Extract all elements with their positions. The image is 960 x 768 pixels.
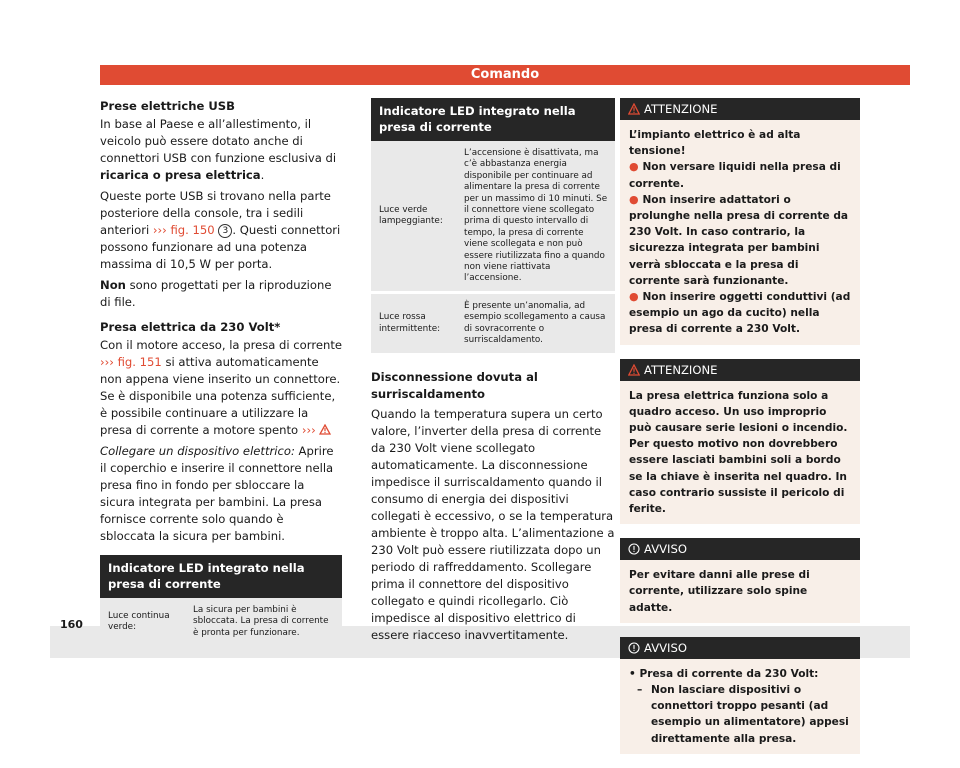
notice-body: Per evitare danni alle prese di corrente, utilizzare solo spine adatte. [629, 569, 810, 614]
warning-header [620, 98, 860, 120]
led-table-header: Indicatore LED integrato nella presa di corrente [371, 98, 615, 141]
list-item-text: Presa di corrente da 230 Volt: [639, 667, 819, 680]
sub-list-item [629, 682, 851, 747]
bold-text: Non [100, 278, 126, 292]
warning-triangle-icon [628, 364, 640, 376]
table-row [371, 141, 615, 292]
bold-text: ricarica o presa elettrica [100, 168, 261, 182]
section-header: Comando [100, 65, 910, 85]
warning-title: ATTENZIONE [644, 102, 718, 116]
bullet-icon: ● [629, 160, 643, 174]
notice-title: AVVISO [644, 640, 687, 655]
table-cell-label: Luce verde lampeggiante: [371, 141, 456, 292]
usb-paragraph-2 [100, 188, 342, 273]
list-item [629, 666, 851, 682]
italic-text: Collegare un dispositivo elettrico: [100, 444, 295, 458]
warning-body: La presa elettrica funziona solo a quadro acceso. Un uso improprio può causare serie lesioni o incendio. Per questo motivo non dovrebbero essere lasciati bambini soli a bordo se la chiave è inserita nel quadro. In caso contrario sussiste il pericolo di ferite. [629, 389, 848, 516]
list-item [629, 159, 851, 191]
warning-box-2 [620, 359, 860, 525]
socket-paragraph-1 [100, 337, 342, 439]
info-circle-icon [628, 543, 640, 555]
usb-paragraph-3 [100, 277, 342, 311]
table-row [371, 292, 615, 352]
dash-icon: – [637, 684, 643, 697]
bullet-icon: ● [629, 192, 643, 206]
disconnect-paragraph: Quando la temperatura supera un certo valore, l’inverter della presa di corrente da 230 Volt viene scollegato automaticamente. La disconnessione impedisce il surriscaldamento quando il consumo di energia dei dispositivi collegati è eccessivo, o se la temperatura ambiente è troppo alta. L’alimentazione a 230 Volt può essere riutilizzata dopo un periodo di raffreddamento. Scollegare prima il connettore del dispositivo collegato e quindi ricollegarlo. Ciò impedisce al dispositivo elettrico di essere riacceso inavvertitamente. [371, 406, 615, 642]
text: sono progettati per la riproduzione di file. [100, 278, 332, 309]
warning-triangle-icon [628, 103, 640, 115]
table-row [100, 598, 342, 645]
disconnect-heading: Disconnessione dovuta al surriscaldamento [371, 369, 538, 401]
callout-number: 3 [218, 224, 232, 238]
table-cell-label: Luce continua verde: [100, 598, 185, 645]
list-item-text: Non inserire adattatori o prolunghe nella presa di corrente da 230 Volt. In caso contrario, la sicurezza integrata per bambini verrà sbloccata e la presa di corrente sarà funzionante. [629, 193, 849, 287]
notice-body [620, 659, 860, 754]
page-sheet [50, 50, 910, 745]
table-cell-text: È presente un’anomalia, ad esempio scollegamento a causa di sovracorrente o surriscaldamento. [456, 292, 615, 352]
page-background [50, 50, 910, 745]
led-table-2 [371, 98, 615, 353]
table-cell-text: L’accensione è disattivata, ma c’è abbastanza energia disponibile per continuare ad alimentare la presa di corrente per un massimo di 10 minuti. Se il connettore viene scollegato prima di questo intervallo di tempo, la presa di corrente viene scollegata e non può essere riutilizzata fino a quando non viene riattivata l’accensione. [456, 141, 615, 292]
led-table-1 [100, 555, 342, 645]
table-cell-label: Luce rossa intermittente: [371, 292, 456, 352]
socket-paragraph-2 [100, 443, 342, 545]
bullet-icon: ● [629, 290, 643, 304]
notice-header [620, 538, 860, 560]
column-middle [371, 98, 615, 648]
list-item [629, 289, 851, 338]
led-table-header: Indicatore LED integrato nella presa di corrente [100, 555, 342, 598]
list-item-text: Non inserire oggetti conduttivi (ad esempio un ago da cucito) nella presa di corrente a 230 Volt. [629, 291, 851, 336]
fig-150-link[interactable]: ››› fig. 150 [152, 223, 215, 237]
text: si attiva automaticamente non appena viene inserito un connettore. Se è disponibile una potenza sufficiente, è possibile continuare a utilizzare la presa di corrente a motore spento [100, 355, 341, 437]
list-item [629, 192, 851, 289]
info-circle-icon [628, 642, 640, 654]
text: . Questi connettori possono funzionare ad una potenza massima di 10,5 W per porta. [100, 223, 341, 271]
warning-arrows-link[interactable]: ››› [301, 423, 316, 437]
warning-title: ATTENZIONE [644, 362, 718, 377]
notice-box-1 [620, 538, 860, 623]
fig-151-link[interactable]: ››› fig. 151 [100, 355, 162, 369]
socket-heading: Presa elettrica da 230 Volt* [100, 320, 281, 334]
text: Queste porte USB si trovano nella parte posteriore della console, tra i sedili anteriori [100, 189, 331, 237]
table-cell-text: La sicura per bambini è sbloccata. La presa di corrente è pronta per funzionare. [185, 598, 342, 645]
warning-triangle-icon [319, 424, 331, 435]
warning-body [620, 120, 860, 345]
text: Con il motore acceso, la presa di corrente [100, 338, 343, 352]
warning-box-1 [620, 98, 860, 345]
warning-header [620, 359, 860, 381]
warning-lead: L’impianto elettrico è ad alta tensione! [629, 129, 801, 158]
bullet-icon: • [629, 667, 640, 680]
text: Aprire il coperchio e inserire il connettore nella presa fino in fondo per sbloccare la sicura integrata per bambini. La presa fornisce corrente solo quando è sbloccata la sicura per bambini. [100, 444, 334, 543]
list-item-text: Non lasciare dispositivi o connettori troppo pesanti (ad esempio un alimentatore) appesi direttamente alla presa. [651, 684, 849, 745]
page-number: 160 [60, 618, 83, 631]
column-left [100, 98, 342, 645]
text: . [260, 168, 265, 182]
usb-paragraph-1 [100, 116, 342, 184]
list-item-text: Non versare liquidi nella presa di corrente. [629, 161, 841, 190]
column-right [620, 98, 860, 768]
notice-title: AVVISO [644, 542, 687, 557]
text: In base al Paese e all’allestimento, il veicolo può essere dotato anche di connettori USB con funzione esclusiva di [100, 117, 337, 165]
notice-box-2 [620, 637, 860, 754]
usb-heading: Prese elettriche USB [100, 99, 235, 113]
notice-header [620, 637, 860, 659]
